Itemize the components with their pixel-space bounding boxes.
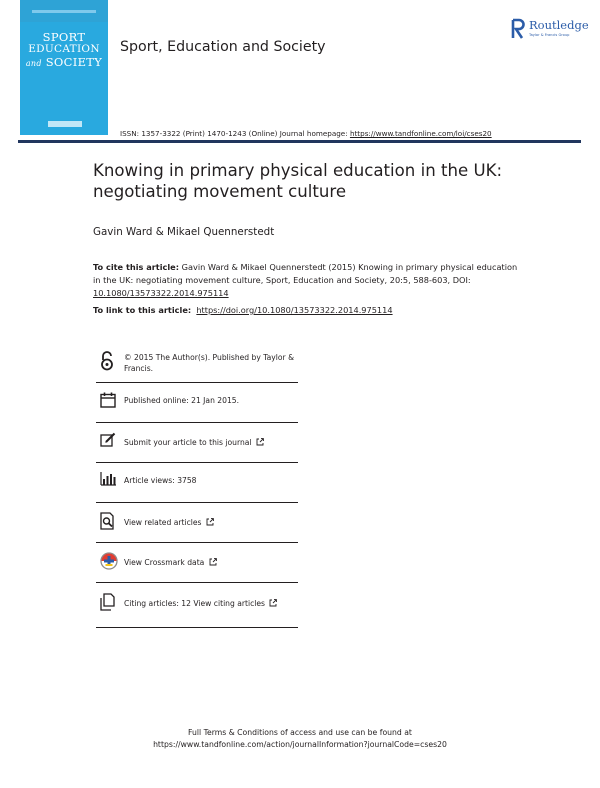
cite-doi-link[interactable]: 10.1080/13573322.2014.975114: [93, 288, 229, 298]
article-title: Knowing in primary physical education in the UK: negotiating movement culture: [93, 161, 503, 201]
article-authors: Gavin Ward & Mikael Quennerstedt: [93, 226, 275, 238]
citing-icon: [100, 593, 116, 611]
link-block: [93, 304, 523, 317]
cover-title-line3: and SOCIETY: [25, 55, 103, 69]
cite-label: To cite this article:: [93, 262, 179, 272]
publisher-logo[interactable]: [510, 18, 590, 42]
related-articles-link[interactable]: View related articles: [124, 518, 214, 529]
cover-title-line2: EDUCATION: [28, 43, 100, 55]
crossmark-row[interactable]: [96, 543, 298, 583]
link-label: To link to this article:: [93, 305, 192, 315]
crossmark-link[interactable]: View Crossmark data: [124, 558, 217, 569]
published-row: [96, 383, 298, 423]
external-link-icon: [206, 518, 214, 526]
external-link-icon: [269, 599, 277, 607]
journal-homepage-link[interactable]: https://www.tandfonline.com/loi/cses20: [349, 129, 492, 138]
routledge-logo-icon: [510, 18, 526, 40]
footer-terms-link[interactable]: https://www.tandfonline.com/action/journalInformation?journalCode=cses20: [153, 740, 447, 749]
citing-articles-link[interactable]: Citing articles: 12 View citing articles: [124, 599, 277, 610]
external-link-icon: [209, 558, 217, 566]
cover-title-line1: SPORT: [42, 30, 86, 44]
open-access-row: [96, 346, 298, 383]
citation-block: [93, 261, 523, 300]
article-views: Article views: 3758: [124, 476, 197, 485]
issn-text: ISSN: 1357-3322 (Print) 1470-1243 (Online) Journal homepage:: [120, 129, 350, 138]
bar-chart-icon: [100, 472, 116, 486]
submit-article-link[interactable]: Submit your article to this journal: [124, 438, 264, 449]
calendar-icon: [100, 392, 116, 408]
published-date: Published online: 21 Jan 2015.: [124, 396, 240, 405]
issn-line: [120, 129, 492, 138]
external-link-icon: [256, 438, 264, 446]
edit-icon: [100, 432, 116, 448]
open-access-icon: [100, 351, 114, 371]
journal-cover: [20, 0, 108, 135]
article-doi-link[interactable]: https://doi.org/10.1080/13573322.2014.975114: [196, 305, 393, 315]
citing-row[interactable]: [96, 583, 298, 628]
submit-row[interactable]: [96, 423, 298, 463]
search-document-icon: [100, 512, 116, 530]
terms-footer: [0, 727, 600, 751]
publisher-tagline: Taylor & Francis Group: [529, 33, 570, 37]
footer-line1: Full Terms & Conditions of access and use can be found at: [188, 728, 412, 737]
views-row: [96, 463, 298, 503]
publisher-name: Routledge: [529, 18, 589, 32]
crossmark-icon: [100, 552, 118, 570]
related-row[interactable]: [96, 503, 298, 543]
open-access-text: © 2015 The Author(s). Published by Taylor & Francis.: [124, 353, 295, 373]
cite-text: Gavin Ward & Mikael Quennerstedt (2015) Knowing in primary physical education in the UK: negotiating movement culture, Sport, Education and Society, 20:5, 588-603, DOI:: [93, 262, 518, 285]
journal-title: Sport, Education and Society: [120, 39, 326, 55]
header-divider: [18, 140, 581, 143]
